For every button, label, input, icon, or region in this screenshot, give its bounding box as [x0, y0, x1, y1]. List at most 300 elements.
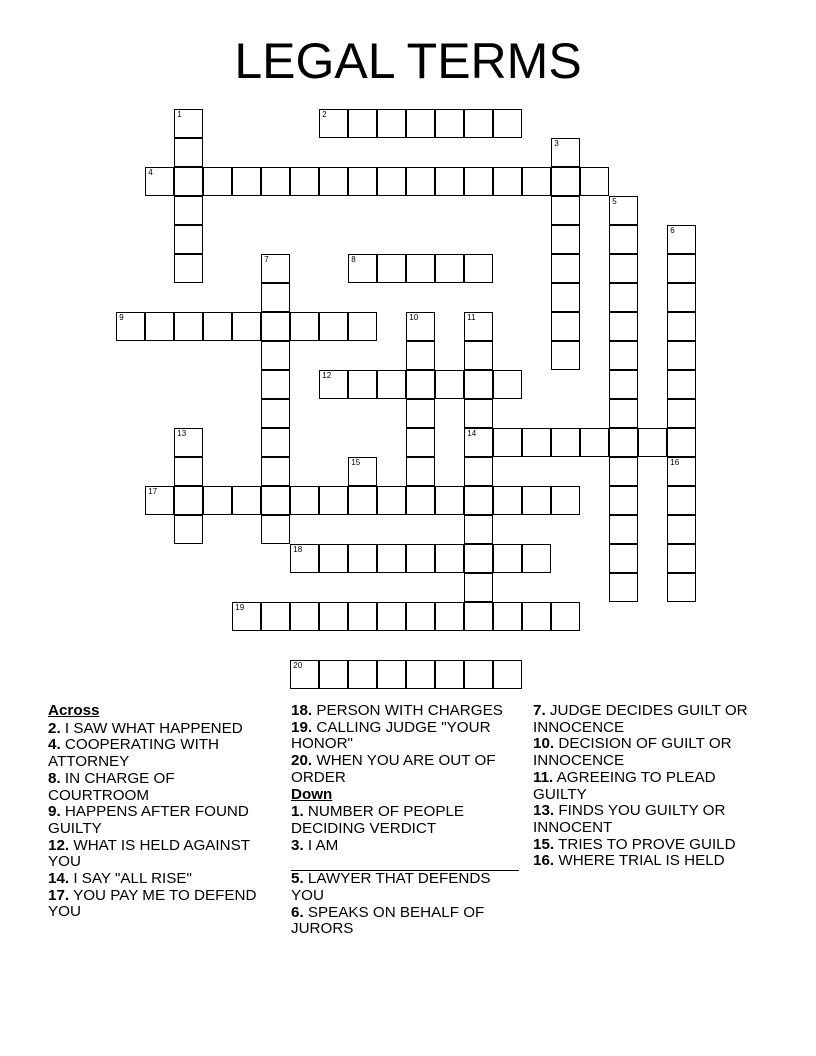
cell-letter-input[interactable] — [610, 371, 637, 398]
grid-cell[interactable] — [667, 399, 696, 428]
grid-cell[interactable] — [435, 660, 464, 689]
cell-letter-input[interactable] — [465, 545, 492, 572]
grid-cell[interactable] — [464, 370, 493, 399]
grid-cell[interactable] — [116, 312, 145, 341]
grid-cell[interactable] — [174, 457, 203, 486]
cell-letter-input[interactable] — [378, 255, 405, 282]
grid-cell[interactable] — [464, 544, 493, 573]
cell-letter-input[interactable] — [291, 313, 318, 340]
grid-cell[interactable] — [551, 486, 580, 515]
grid-cell[interactable] — [174, 254, 203, 283]
grid-cell[interactable] — [377, 109, 406, 138]
grid-cell[interactable] — [406, 254, 435, 283]
grid-cell[interactable] — [377, 660, 406, 689]
grid-cell[interactable] — [522, 602, 551, 631]
cell-letter-input[interactable] — [610, 313, 637, 340]
cell-letter-input[interactable] — [668, 545, 695, 572]
cell-letter-input[interactable] — [523, 487, 550, 514]
grid-cell[interactable] — [609, 254, 638, 283]
cell-letter-input[interactable] — [175, 197, 202, 224]
cell-letter-input[interactable] — [581, 429, 608, 456]
cell-letter-input[interactable] — [204, 487, 231, 514]
cell-letter-input[interactable] — [465, 516, 492, 543]
cell-letter-input[interactable] — [262, 255, 289, 282]
grid-cell[interactable] — [261, 167, 290, 196]
grid-cell[interactable] — [319, 312, 348, 341]
grid-cell[interactable] — [203, 167, 232, 196]
cell-letter-input[interactable] — [523, 603, 550, 630]
cell-letter-input[interactable] — [494, 110, 521, 137]
grid-cell[interactable] — [667, 457, 696, 486]
cell-letter-input[interactable] — [407, 342, 434, 369]
cell-letter-input[interactable] — [465, 342, 492, 369]
cell-letter-input[interactable] — [494, 661, 521, 688]
cell-letter-input[interactable] — [262, 168, 289, 195]
grid-cell[interactable] — [406, 457, 435, 486]
cell-letter-input[interactable] — [146, 487, 173, 514]
grid-cell[interactable] — [667, 312, 696, 341]
cell-letter-input[interactable] — [175, 110, 202, 137]
grid-cell[interactable] — [261, 515, 290, 544]
cell-letter-input[interactable] — [378, 168, 405, 195]
grid-cell[interactable] — [551, 196, 580, 225]
grid-cell[interactable] — [348, 109, 377, 138]
cell-letter-input[interactable] — [552, 487, 579, 514]
cell-letter-input[interactable] — [494, 603, 521, 630]
grid-cell[interactable] — [406, 312, 435, 341]
cell-letter-input[interactable] — [407, 371, 434, 398]
grid-cell[interactable] — [493, 167, 522, 196]
cell-letter-input[interactable] — [552, 168, 579, 195]
grid-cell[interactable] — [435, 544, 464, 573]
grid-cell[interactable] — [609, 312, 638, 341]
cell-letter-input[interactable] — [320, 110, 347, 137]
grid-cell[interactable] — [261, 283, 290, 312]
cell-letter-input[interactable] — [668, 516, 695, 543]
grid-cell[interactable] — [377, 254, 406, 283]
cell-letter-input[interactable] — [668, 342, 695, 369]
cell-letter-input[interactable] — [262, 603, 289, 630]
grid-cell[interactable] — [261, 254, 290, 283]
grid-cell[interactable] — [667, 573, 696, 602]
cell-letter-input[interactable] — [465, 574, 492, 601]
grid-cell[interactable] — [348, 544, 377, 573]
grid-cell[interactable] — [377, 486, 406, 515]
grid-cell[interactable] — [406, 544, 435, 573]
cell-letter-input[interactable] — [175, 458, 202, 485]
cell-letter-input[interactable] — [262, 516, 289, 543]
grid-cell[interactable] — [145, 486, 174, 515]
cell-letter-input[interactable] — [552, 197, 579, 224]
cell-letter-input[interactable] — [668, 255, 695, 282]
grid-cell[interactable] — [609, 544, 638, 573]
grid-cell[interactable] — [406, 370, 435, 399]
cell-letter-input[interactable] — [349, 661, 376, 688]
grid-cell[interactable] — [667, 254, 696, 283]
grid-cell[interactable] — [609, 486, 638, 515]
cell-letter-input[interactable] — [465, 429, 492, 456]
cell-letter-input[interactable] — [668, 400, 695, 427]
cell-letter-input[interactable] — [610, 197, 637, 224]
cell-letter-input[interactable] — [407, 255, 434, 282]
grid-cell[interactable] — [290, 167, 319, 196]
grid-cell[interactable] — [319, 167, 348, 196]
grid-cell[interactable] — [609, 515, 638, 544]
cell-letter-input[interactable] — [407, 487, 434, 514]
cell-letter-input[interactable] — [262, 313, 289, 340]
cell-letter-input[interactable] — [233, 313, 260, 340]
grid-cell[interactable] — [551, 167, 580, 196]
grid-cell[interactable] — [667, 428, 696, 457]
cell-letter-input[interactable] — [552, 429, 579, 456]
cell-letter-input[interactable] — [494, 487, 521, 514]
cell-letter-input[interactable] — [436, 255, 463, 282]
cell-letter-input[interactable] — [465, 603, 492, 630]
cell-letter-input[interactable] — [291, 661, 318, 688]
grid-cell[interactable] — [522, 167, 551, 196]
cell-letter-input[interactable] — [668, 487, 695, 514]
grid-cell[interactable] — [319, 486, 348, 515]
grid-cell[interactable] — [435, 109, 464, 138]
grid-cell[interactable] — [493, 370, 522, 399]
cell-letter-input[interactable] — [349, 110, 376, 137]
cell-letter-input[interactable] — [465, 400, 492, 427]
cell-letter-input[interactable] — [552, 139, 579, 166]
grid-cell[interactable] — [522, 486, 551, 515]
cell-letter-input[interactable] — [465, 255, 492, 282]
grid-cell[interactable] — [464, 660, 493, 689]
cell-letter-input[interactable] — [378, 371, 405, 398]
grid-cell[interactable] — [580, 428, 609, 457]
cell-letter-input[interactable] — [610, 516, 637, 543]
cell-letter-input[interactable] — [552, 226, 579, 253]
cell-letter-input[interactable] — [378, 661, 405, 688]
cell-letter-input[interactable] — [349, 487, 376, 514]
cell-letter-input[interactable] — [436, 545, 463, 572]
cell-letter-input[interactable] — [320, 661, 347, 688]
cell-letter-input[interactable] — [262, 371, 289, 398]
grid-cell[interactable] — [493, 109, 522, 138]
grid-cell[interactable] — [551, 341, 580, 370]
grid-cell[interactable] — [290, 544, 319, 573]
cell-letter-input[interactable] — [610, 574, 637, 601]
cell-letter-input[interactable] — [407, 603, 434, 630]
grid-cell[interactable] — [667, 283, 696, 312]
grid-cell[interactable] — [319, 602, 348, 631]
grid-cell[interactable] — [290, 660, 319, 689]
grid-cell[interactable] — [261, 428, 290, 457]
grid-cell[interactable] — [638, 428, 667, 457]
grid-cell[interactable] — [261, 370, 290, 399]
grid-cell[interactable] — [406, 167, 435, 196]
grid-cell[interactable] — [348, 486, 377, 515]
grid-cell[interactable] — [406, 341, 435, 370]
grid-cell[interactable] — [174, 109, 203, 138]
grid-cell[interactable] — [261, 486, 290, 515]
cell-letter-input[interactable] — [262, 429, 289, 456]
cell-letter-input[interactable] — [291, 168, 318, 195]
grid-cell[interactable] — [464, 486, 493, 515]
cell-letter-input[interactable] — [233, 168, 260, 195]
cell-letter-input[interactable] — [610, 400, 637, 427]
cell-letter-input[interactable] — [610, 545, 637, 572]
cell-letter-input[interactable] — [175, 226, 202, 253]
cell-letter-input[interactable] — [262, 458, 289, 485]
grid-cell[interactable] — [493, 486, 522, 515]
grid-cell[interactable] — [551, 254, 580, 283]
cell-letter-input[interactable] — [117, 313, 144, 340]
grid-cell[interactable] — [406, 486, 435, 515]
grid-cell[interactable] — [609, 428, 638, 457]
grid-cell[interactable] — [348, 602, 377, 631]
cell-letter-input[interactable] — [436, 661, 463, 688]
grid-cell[interactable] — [609, 196, 638, 225]
grid-cell[interactable] — [290, 486, 319, 515]
grid-cell[interactable] — [348, 660, 377, 689]
grid-cell[interactable] — [609, 399, 638, 428]
cell-letter-input[interactable] — [349, 371, 376, 398]
cell-letter-input[interactable] — [465, 110, 492, 137]
grid-cell[interactable] — [667, 370, 696, 399]
grid-cell[interactable] — [551, 428, 580, 457]
grid-cell[interactable] — [493, 428, 522, 457]
cell-letter-input[interactable] — [407, 429, 434, 456]
cell-letter-input[interactable] — [610, 226, 637, 253]
grid-cell[interactable] — [551, 602, 580, 631]
grid-cell[interactable] — [348, 457, 377, 486]
cell-letter-input[interactable] — [233, 487, 260, 514]
cell-letter-input[interactable] — [610, 487, 637, 514]
grid-cell[interactable] — [406, 399, 435, 428]
cell-letter-input[interactable] — [146, 313, 173, 340]
grid-cell[interactable] — [667, 544, 696, 573]
cell-letter-input[interactable] — [465, 371, 492, 398]
cell-letter-input[interactable] — [349, 313, 376, 340]
cell-letter-input[interactable] — [146, 168, 173, 195]
grid-cell[interactable] — [203, 486, 232, 515]
grid-cell[interactable] — [464, 109, 493, 138]
cell-letter-input[interactable] — [262, 400, 289, 427]
cell-letter-input[interactable] — [349, 545, 376, 572]
cell-letter-input[interactable] — [581, 168, 608, 195]
cell-letter-input[interactable] — [552, 313, 579, 340]
cell-letter-input[interactable] — [668, 371, 695, 398]
cell-letter-input[interactable] — [320, 168, 347, 195]
grid-cell[interactable] — [406, 660, 435, 689]
cell-letter-input[interactable] — [668, 458, 695, 485]
grid-cell[interactable] — [580, 167, 609, 196]
cell-letter-input[interactable] — [552, 255, 579, 282]
cell-letter-input[interactable] — [175, 313, 202, 340]
grid-cell[interactable] — [377, 167, 406, 196]
grid-cell[interactable] — [348, 254, 377, 283]
cell-letter-input[interactable] — [465, 313, 492, 340]
cell-letter-input[interactable] — [552, 603, 579, 630]
grid-cell[interactable] — [522, 544, 551, 573]
grid-cell[interactable] — [435, 167, 464, 196]
grid-cell[interactable] — [464, 341, 493, 370]
cell-letter-input[interactable] — [204, 313, 231, 340]
cell-letter-input[interactable] — [494, 545, 521, 572]
cell-letter-input[interactable] — [320, 487, 347, 514]
grid-cell[interactable] — [174, 167, 203, 196]
cell-letter-input[interactable] — [175, 429, 202, 456]
grid-cell[interactable] — [464, 312, 493, 341]
grid-cell[interactable] — [174, 225, 203, 254]
grid-cell[interactable] — [261, 602, 290, 631]
cell-letter-input[interactable] — [523, 168, 550, 195]
cell-letter-input[interactable] — [175, 487, 202, 514]
cell-letter-input[interactable] — [494, 371, 521, 398]
cell-letter-input[interactable] — [175, 516, 202, 543]
grid-cell[interactable] — [609, 370, 638, 399]
cell-letter-input[interactable] — [407, 110, 434, 137]
cell-letter-input[interactable] — [465, 487, 492, 514]
cell-letter-input[interactable] — [610, 342, 637, 369]
cell-letter-input[interactable] — [552, 284, 579, 311]
cell-letter-input[interactable] — [668, 284, 695, 311]
grid-cell[interactable] — [319, 109, 348, 138]
grid-cell[interactable] — [551, 138, 580, 167]
cell-letter-input[interactable] — [262, 487, 289, 514]
cell-letter-input[interactable] — [668, 313, 695, 340]
cell-letter-input[interactable] — [668, 226, 695, 253]
cell-letter-input[interactable] — [610, 429, 637, 456]
cell-letter-input[interactable] — [668, 574, 695, 601]
grid-cell[interactable] — [551, 225, 580, 254]
cell-letter-input[interactable] — [436, 603, 463, 630]
grid-cell[interactable] — [348, 167, 377, 196]
cell-letter-input[interactable] — [494, 168, 521, 195]
cell-letter-input[interactable] — [465, 661, 492, 688]
cell-letter-input[interactable] — [523, 429, 550, 456]
cell-letter-input[interactable] — [378, 110, 405, 137]
grid-cell[interactable] — [522, 428, 551, 457]
cell-letter-input[interactable] — [349, 255, 376, 282]
cell-letter-input[interactable] — [262, 284, 289, 311]
cell-letter-input[interactable] — [552, 342, 579, 369]
grid-cell[interactable] — [464, 399, 493, 428]
grid-cell[interactable] — [377, 370, 406, 399]
grid-cell[interactable] — [667, 515, 696, 544]
cell-letter-input[interactable] — [610, 255, 637, 282]
cell-letter-input[interactable] — [233, 603, 260, 630]
grid-cell[interactable] — [319, 544, 348, 573]
grid-cell[interactable] — [609, 573, 638, 602]
grid-cell[interactable] — [261, 457, 290, 486]
grid-cell[interactable] — [667, 486, 696, 515]
grid-cell[interactable] — [667, 225, 696, 254]
grid-cell[interactable] — [145, 312, 174, 341]
grid-cell[interactable] — [319, 660, 348, 689]
cell-letter-input[interactable] — [436, 110, 463, 137]
grid-cell[interactable] — [609, 341, 638, 370]
grid-cell[interactable] — [232, 602, 261, 631]
cell-letter-input[interactable] — [378, 603, 405, 630]
grid-cell[interactable] — [406, 602, 435, 631]
cell-letter-input[interactable] — [349, 168, 376, 195]
grid-cell[interactable] — [174, 486, 203, 515]
cell-letter-input[interactable] — [436, 487, 463, 514]
cell-letter-input[interactable] — [523, 545, 550, 572]
cell-letter-input[interactable] — [494, 429, 521, 456]
cell-letter-input[interactable] — [639, 429, 666, 456]
cell-letter-input[interactable] — [262, 342, 289, 369]
grid-cell[interactable] — [435, 486, 464, 515]
grid-cell[interactable] — [464, 515, 493, 544]
grid-cell[interactable] — [435, 602, 464, 631]
cell-letter-input[interactable] — [175, 139, 202, 166]
cell-letter-input[interactable] — [407, 545, 434, 572]
cell-letter-input[interactable] — [436, 371, 463, 398]
cell-letter-input[interactable] — [378, 545, 405, 572]
grid-cell[interactable] — [609, 283, 638, 312]
grid-cell[interactable] — [464, 167, 493, 196]
grid-cell[interactable] — [174, 196, 203, 225]
grid-cell[interactable] — [406, 428, 435, 457]
grid-cell[interactable] — [290, 602, 319, 631]
grid-cell[interactable] — [145, 167, 174, 196]
grid-cell[interactable] — [464, 254, 493, 283]
cell-letter-input[interactable] — [378, 487, 405, 514]
grid-cell[interactable] — [290, 312, 319, 341]
grid-cell[interactable] — [261, 341, 290, 370]
grid-cell[interactable] — [406, 109, 435, 138]
grid-cell[interactable] — [203, 312, 232, 341]
grid-cell[interactable] — [261, 399, 290, 428]
cell-letter-input[interactable] — [175, 168, 202, 195]
grid-cell[interactable] — [551, 283, 580, 312]
cell-letter-input[interactable] — [320, 603, 347, 630]
grid-cell[interactable] — [435, 254, 464, 283]
cell-letter-input[interactable] — [320, 545, 347, 572]
grid-cell[interactable] — [464, 457, 493, 486]
grid-cell[interactable] — [464, 428, 493, 457]
grid-cell[interactable] — [609, 457, 638, 486]
grid-cell[interactable] — [174, 312, 203, 341]
grid-cell[interactable] — [174, 515, 203, 544]
cell-letter-input[interactable] — [407, 313, 434, 340]
cell-letter-input[interactable] — [291, 545, 318, 572]
cell-letter-input[interactable] — [668, 429, 695, 456]
cell-letter-input[interactable] — [610, 284, 637, 311]
grid-cell[interactable] — [493, 544, 522, 573]
cell-letter-input[interactable] — [349, 458, 376, 485]
grid-cell[interactable] — [348, 370, 377, 399]
cell-letter-input[interactable] — [610, 458, 637, 485]
grid-cell[interactable] — [464, 602, 493, 631]
cell-letter-input[interactable] — [407, 168, 434, 195]
grid-cell[interactable] — [377, 544, 406, 573]
grid-cell[interactable] — [464, 573, 493, 602]
cell-letter-input[interactable] — [291, 487, 318, 514]
grid-cell[interactable] — [435, 370, 464, 399]
grid-cell[interactable] — [261, 312, 290, 341]
grid-cell[interactable] — [551, 312, 580, 341]
grid-cell[interactable] — [493, 602, 522, 631]
grid-cell[interactable] — [232, 312, 261, 341]
cell-letter-input[interactable] — [204, 168, 231, 195]
grid-cell[interactable] — [232, 167, 261, 196]
cell-letter-input[interactable] — [407, 400, 434, 427]
cell-letter-input[interactable] — [320, 313, 347, 340]
cell-letter-input[interactable] — [349, 603, 376, 630]
grid-cell[interactable] — [174, 428, 203, 457]
cell-letter-input[interactable] — [407, 458, 434, 485]
cell-letter-input[interactable] — [465, 458, 492, 485]
grid-cell[interactable] — [174, 138, 203, 167]
cell-letter-input[interactable] — [175, 255, 202, 282]
